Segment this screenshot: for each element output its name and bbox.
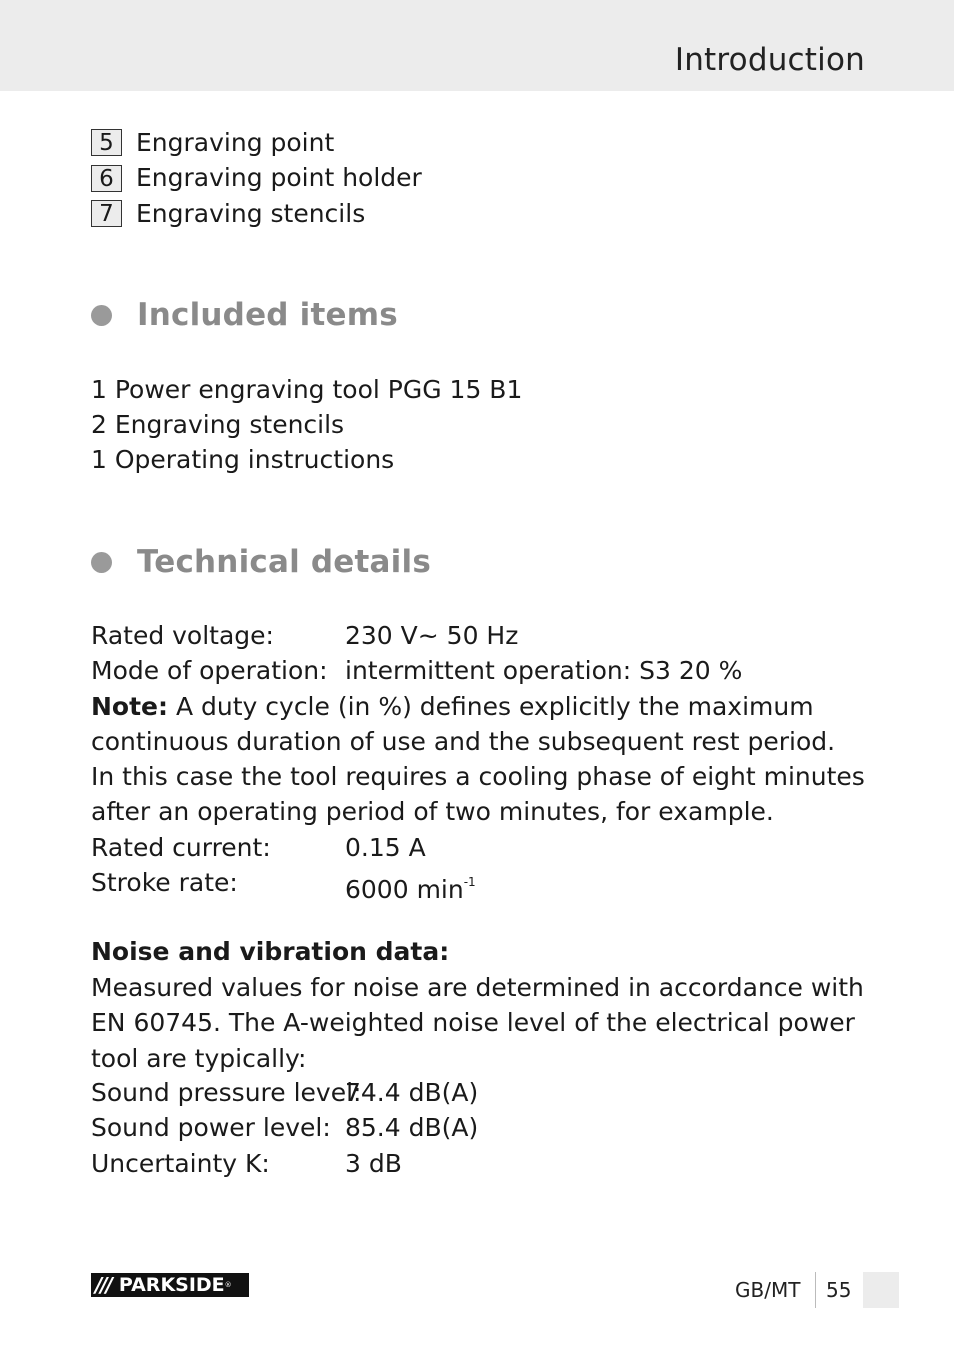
spec-label: Sound pressure level: xyxy=(91,1078,362,1107)
footer-region-code: GB/MT xyxy=(735,1278,801,1302)
spec-value: 85.4 dB(A) xyxy=(345,1113,479,1143)
spec-rated-voltage xyxy=(91,618,866,653)
technical-details-title: Technical details xyxy=(137,544,431,580)
spec-label: Mode of operation: xyxy=(91,656,328,686)
spec-value: 0.15 A xyxy=(345,832,426,862)
part-number-badge: 5 xyxy=(91,129,122,156)
spec-value: 74.4 dB(A) xyxy=(345,1078,479,1107)
part-item xyxy=(91,196,422,232)
spec-uncertainty xyxy=(91,1146,478,1181)
included-items-title: Included items xyxy=(137,297,398,333)
spec-sound-pressure xyxy=(91,1075,478,1110)
spec-stroke-rate xyxy=(91,865,866,905)
included-item: 1 Operating instructions xyxy=(91,445,395,474)
spec-label: Uncertainty K: xyxy=(91,1148,270,1178)
spec-label: Stroke rate: xyxy=(91,868,238,898)
note-text: A duty cycle (in %) defines explicitly the maximum continuous duration of use and the subsequent rest period. In this case the tool requires a cooling phase of eight minutes after an operating period of two minutes, for example. xyxy=(91,691,865,827)
noise-vibration-heading: Noise and vibration data: xyxy=(91,937,450,966)
spec-value: 230 V~ 50 Hz xyxy=(345,621,519,650)
noise-description: Measured values for noise are determined in accordance with EN 60745. The A-weighted noise level of the electrical power tool are typically: xyxy=(91,973,864,1073)
page-number: 55 xyxy=(826,1278,852,1302)
technical-specs xyxy=(91,618,866,905)
part-label: Engraving point xyxy=(136,127,335,157)
part-label: Engraving stencils xyxy=(136,198,366,228)
parts-list xyxy=(91,125,422,232)
included-item: 1 Power engraving tool PGG 15 B1 xyxy=(91,375,523,404)
footer-divider xyxy=(815,1272,816,1308)
footer-tab-marker xyxy=(863,1272,899,1308)
part-label: Engraving point holder xyxy=(136,163,422,193)
spec-value: intermittent operation: S3 20 % xyxy=(345,656,743,686)
note-label: Note: xyxy=(91,691,169,721)
noise-specs xyxy=(91,1075,478,1181)
part-item xyxy=(91,161,422,197)
part-number-badge: 7 xyxy=(91,200,122,227)
logo-text: PARKSIDE xyxy=(118,1274,225,1296)
spec-label: Rated voltage: xyxy=(91,621,274,650)
stroke-rate-value: 6000 min xyxy=(345,875,464,905)
included-items-list xyxy=(91,372,522,477)
included-item: 2 Engraving stencils xyxy=(91,410,345,439)
logo-registered-mark: ® xyxy=(224,1281,232,1289)
bullet-icon xyxy=(91,552,112,573)
spec-value xyxy=(345,865,476,905)
parkside-logo xyxy=(91,1273,249,1297)
spec-label: Sound power level: xyxy=(91,1113,331,1143)
page-header-title: Introduction xyxy=(674,42,865,78)
logo-slashes: /// xyxy=(95,1273,111,1297)
spec-sound-power xyxy=(91,1110,478,1145)
spec-mode xyxy=(91,653,866,688)
part-item xyxy=(91,125,422,161)
spec-value: 3 dB xyxy=(345,1148,402,1178)
included-items-heading xyxy=(91,297,398,333)
spec-label: Rated current: xyxy=(91,832,271,862)
spec-rated-current xyxy=(91,830,866,865)
stroke-rate-exponent: -1 xyxy=(463,875,476,890)
technical-details-heading xyxy=(91,544,431,580)
duty-cycle-note xyxy=(91,689,866,830)
bullet-icon xyxy=(91,305,112,326)
part-number-badge: 6 xyxy=(91,165,122,192)
